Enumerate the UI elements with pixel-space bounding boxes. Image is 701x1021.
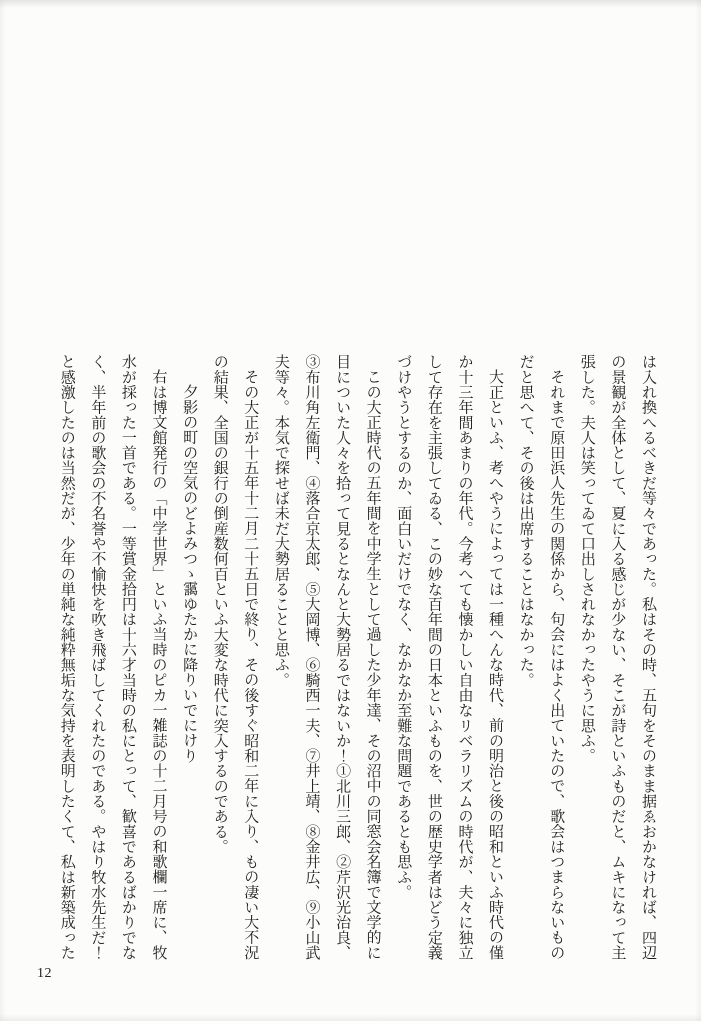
paragraph: 大正といふ、考へやうによっては一種へんな時代、前の明治と後の昭和といふ時代の僅か十三年間あまりの年代。今考へても懐かしい自由なリベラリズムの時代が、夫々に独立して存在を主張してゐる、この妙な百年間の日本といふものを、世の歴史学者はどう定義づけやうとするのか、面白いだけでなく、なかなか至難な問題であるとも思ふ。 [395,354,504,961]
paragraph: 右は博文館発行の「中学世界」といふ当時のピカ一雑誌の十二月号の和歌欄一席に、牧水が採った一首である。一等賞金拾円は十六才当時の私にとって、歓喜であるばかりでなく、半年前の歌会の不名誉や不愉快を吹き飛ばしてくれたのである。やはり牧水先生だ！と感激したのは当然だが、少年の単純な純粋無垢な気持を表明したくて、私は新築成った [58,354,167,961]
vertical-text-block [51,354,663,962]
page-number: 12 [37,966,52,981]
paragraph-continuation: は入れ換へるべきだ等々であった。私はその時、五句をそのまま据ゑおかなければ、四辺の景観が全体として、夏に入る感じが少ない、そこが詩といふものだと、ムキになって主張した。夫人は笑ってゐて口出しされなかったやうに思ふ。 [578,354,656,960]
paragraph: この大正時代の五年間を中学生として過した少年達、その沼中の同窓会名簿で文学的に目についた人々を拾って見るとなんと大勢居るではないか！①北川三郎、②芹沢光治良、③布川角左衛門、④落合京太郎、⑤大岡博、⑥騎西一夫、⑦井上靖、⑧金井広、⑨小山武夫等々。本気で探せば未だ大勢居ることと思ふ。 [272,354,381,961]
tanka-poem: 夕影の町の空気のどよみつゝ靄ゆたかに降りいでにけり [181,384,198,764]
paragraph: その大正が十五年十二月二十五日で終り、その後すぐ昭和二年に入り、もの凄い大不況の結果、全国の銀行の倒産数何百といふ大変な時代に突入するのである。 [211,354,259,961]
paragraph: それまで原田浜人先生の関係から、句会にはよく出ていたので、歌会はつまらないものだと思へて、その後は出席することはなかった。 [517,354,565,961]
